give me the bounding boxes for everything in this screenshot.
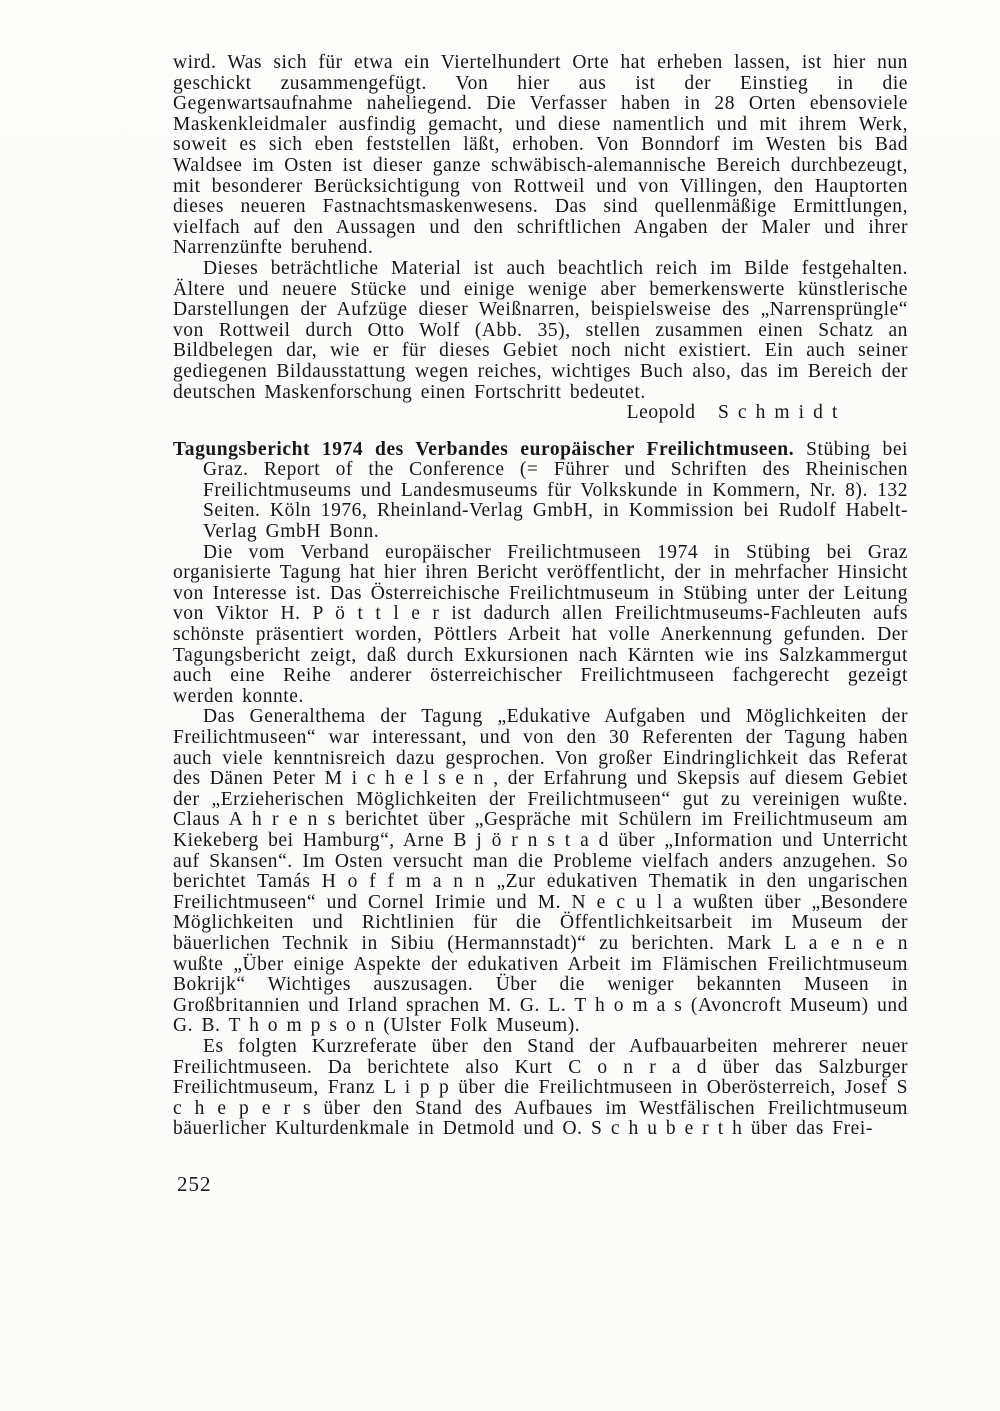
- reviewer-forename: Leopold: [626, 402, 696, 424]
- review-title-bold: Tagungsbericht 1974 des Verbandes europäischer Freilichtmuseen.: [173, 438, 795, 460]
- text-column: [173, 53, 908, 1140]
- review-heading: [173, 440, 908, 543]
- paragraph-kurzreferate: Es folgten Kurzreferate über den Stand der Aufbauarbeiten mehrerer neuer Freilichtmuseen. Da berichtete also Kurt C o n r a d über das Salzburger Freilichtmuseum, Franz L i p p über die Freilichtmuseen in Oberösterreich, Josef S c h e p e r s über den Stand des Aufbaues im Westfälischen Freilichtmuseum bäuerlicher Kulturdenkmale in Detmold und O. S c h u b e r t h über das Frei-: [173, 1035, 908, 1140]
- page-number: 252: [177, 1172, 212, 1196]
- paragraph-tagung: Die vom Verband europäischer Freilichtmuseen 1974 in Stübing bei Graz organisierte Tagung hat hier ihren Bericht veröffentlicht, der in mehrfacher Hinsicht von Interesse ist. Das Österreichische Freilichtmuseum in Stübing unter der Leitung von Viktor H. P ö t t l e r ist dadurch allen Freilichtmuseums-Fachleuten aufs schönste präsentiert worden, Pöttlers Arbeit hat volle Anerkennung gefunden. Der Tagungsbericht zeigt, daß durch Exkursionen nach Kärnten wie ins Salzkammergut auch eine Reihe anderer österreichischer Freilichtmuseen fachgerecht gezeigt werden konnte.: [173, 541, 908, 707]
- reviewer-surname: S c h m i d t: [717, 402, 838, 424]
- paragraph-review-closing: Dieses beträchtliche Material ist auch beachtlich reich im Bilde festgehalten. Ältere und neuere Stücke und einige wenige aber bemerkenswerte künstlerische Darstellungen der Aufzüge dieser Weißnarren, beispielsweise des „Narrensprüngle“ von Rottweil durch Otto Wolf (Abb. 35), stellen zusammen einen Schatz an Bildbelegen dar, wie er für dieses Gebiet noch nicht existiert. Ein auch seiner gediegenen Bildausstattung wegen reiches, wichtiges Buch also, das im Bereich der deutschen Maskenforschung einen Fortschritt bedeutet.: [173, 257, 908, 403]
- paragraph-generalthema: Das Generalthema der Tagung „Edukative Aufgaben und Möglichkeiten der Freilichtmuseen“ war interessant, und von den 30 Referenten der Tagung haben auch viele kenntnisreich dazu gesprochen. Von großer Eindringlichkeit das Referat des Dänen Peter M i c h e l s e n , der Erfahrung und Skepsis auf diesem Gebiet der „Erzieherischen Möglichkeiten der Freilichtmuseen“ gut zu vereinigen wußte. Claus A h r e n s berichtet über „Gespräche mit Schülern im Freilichtmuseum am Kiekeberg bei Hamburg“, Arne B j ö r n s t a d über „Information und Unterricht auf Skansen“. Im Osten versucht man die Probleme vielfach anders anzugehen. So berichtet Tamás H o f f m a n n „Zur edukativen Thematik in den ungarischen Freilichtmuseen“ und Cornel Irimie und M. N e c u l a wußten über „Besondere Möglichkeiten und Richtlinien für die Öffentlichkeitsarbeit im Museum der bäuerlichen Technik in Sibiu (Hermannstadt)“ zu berichten. Mark L a e n e n wußte „Über einige Aspekte der edukativen Arbeit im Flämischen Freilichtmuseum Bokrijk“ Wichtiges auszusagen. Über die weniger bekannten Museen in Großbritannien und Irland sprachen M. G. L. T h o m a s (Avoncroft Museum) und G. B. T h o m p s o n (Ulster Folk Museum).: [173, 706, 908, 1037]
- review-bibliographic-details: Stübing bei Graz. Report of the Conference (= Führer und Schriften des Rheinischen Freilichtmuseums und Landesmuseums für Volkskunde in Kommern, Nr. 8). 132 Seiten. Köln 1976, Rheinland-Verlag GmbH, in Kommission bei Rudolf Habelt-Verlag GmbH Bonn.: [203, 438, 909, 543]
- paragraph-review-continuation: wird. Was sich für etwa ein Viertelhundert Orte hat erheben lassen, ist hier nun geschickt zusammengefügt. Von hier aus ist der Einstieg in die Gegenwartsaufnahme naheliegend. Die Verfasser haben in 28 Orten ebensoviele Maskenkleidmaler ausfindig gemacht, und diese namentlich und mit ihrem Werk, soweit es sich eben feststellen läßt, erhoben. Von Bonndorf im Westen bis Bad Waldsee im Osten ist dieser ganze schwäbisch-alemannische Bereich durchbezeugt, mit besonderer Berücksichtigung von Rottweil und von Villingen, den Hauptorten dieses neueren Fastnachtsmaskenwesens. Das sind quellenmäßige Ermittlungen, vielfach auf den Aussagen und den schriftlichen Angaben der Maler und ihrer Narrenzünfte beruhend.: [173, 52, 908, 259]
- reviewer-signature: [173, 403, 908, 424]
